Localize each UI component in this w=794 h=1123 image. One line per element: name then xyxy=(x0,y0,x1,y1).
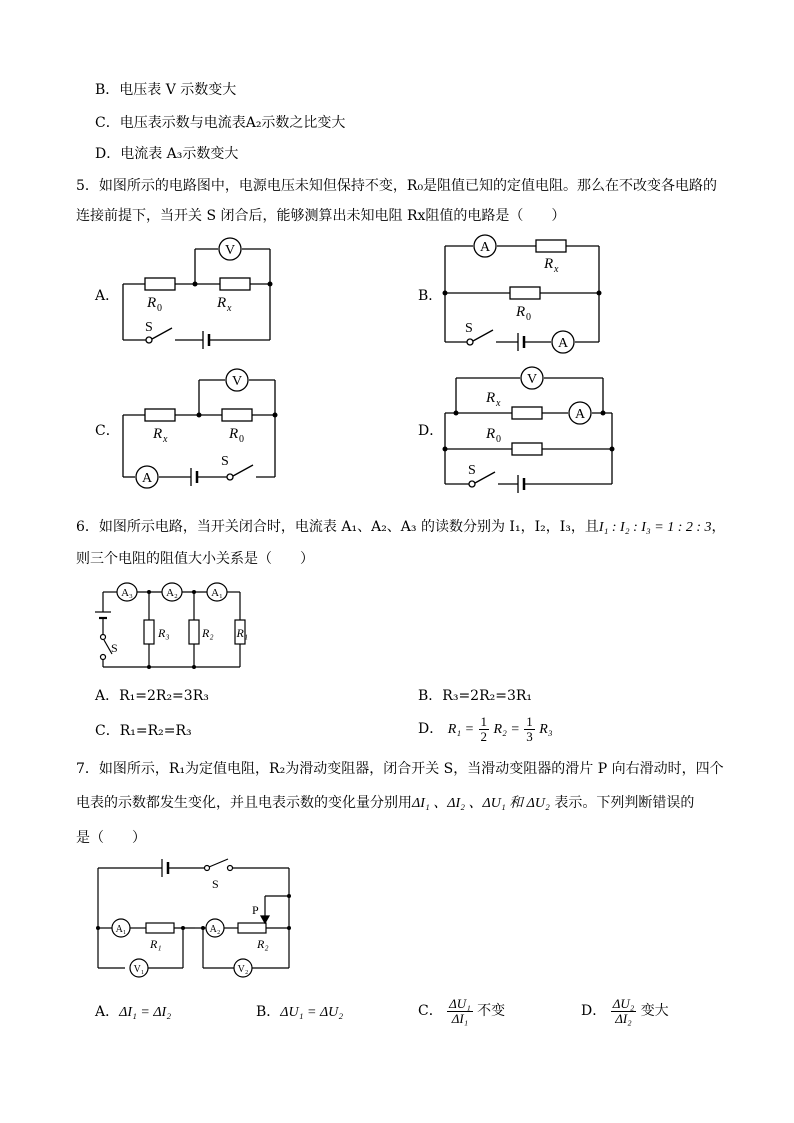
fraction: $\frac{\text{ΔU₁}}{\text{ΔI₁}}$ xyxy=(449,995,471,1026)
svg-text:0: 0 xyxy=(496,434,501,445)
q5-label-d: D． xyxy=(418,423,444,439)
q5-circuit-d xyxy=(440,362,620,497)
svg-text:0: 0 xyxy=(157,303,162,314)
q6-ratio: I₁ : I₂ : I₃ = 1 : 2 : 3 xyxy=(598,520,712,535)
svg-text:A₁: A₁ xyxy=(115,924,127,935)
svg-text:R: R xyxy=(486,390,496,406)
q5-label-c: C． xyxy=(95,423,120,439)
svg-text:0: 0 xyxy=(526,312,531,323)
svg-text:S: S xyxy=(468,463,476,478)
q6-option-a: A．R₁=2R₂=3R₃ xyxy=(95,688,209,704)
svg-text:R: R xyxy=(486,426,496,442)
svg-text:R₃: R₃ xyxy=(158,626,170,640)
q5-circuit-c xyxy=(115,365,285,495)
q5-circuit-a xyxy=(115,235,285,350)
svg-text:A: A xyxy=(479,240,491,255)
svg-text:S: S xyxy=(145,320,153,335)
svg-text:V₂: V₂ xyxy=(237,964,249,975)
q7-option-a: A．ΔI₁ = ΔI₂ xyxy=(95,1004,172,1020)
svg-text:V: V xyxy=(231,374,243,389)
svg-text:A₃: A₃ xyxy=(121,587,133,599)
q5-label-a: A． xyxy=(95,288,120,304)
svg-text:P: P xyxy=(252,903,259,917)
svg-text:R₁: R₁ xyxy=(150,937,162,951)
svg-text:A: A xyxy=(557,336,569,351)
q5-circuit-b xyxy=(440,230,610,355)
svg-text:R: R xyxy=(147,295,157,311)
svg-text:0: 0 xyxy=(239,434,244,445)
svg-text:A₂: A₂ xyxy=(166,587,178,599)
q6-stem-line1: 6．如图所示电路，当开关闭合时，电流表 A₁、A₂、A₃ 的读数分别为 I₁，I₂，I₃，且I₁ : I₂ : I₃ = 1 : 2 : 3， xyxy=(76,519,726,535)
svg-text:x: x xyxy=(227,303,232,314)
svg-text:A₂: A₂ xyxy=(209,924,221,935)
svg-text:S: S xyxy=(111,641,118,655)
q5-stem-line2: 连接前提下，当开关 S 闭合后，能够测算出未知电阻 Rx阻值的电路是（ ） xyxy=(76,208,566,224)
q6-circuit xyxy=(90,578,250,674)
prev-option-d: D．电流表 A₃示数变大 xyxy=(95,146,239,162)
q6-option-c: C．R₁=R₂=R₃ xyxy=(95,723,192,739)
q7-stem-line3: 是（ ） xyxy=(76,830,146,846)
svg-text:V: V xyxy=(526,372,538,387)
voltmeter-symbol: V xyxy=(224,243,236,258)
q7-stem-line2: 电表的示数都发生变化，并且电表示数的变化量分别用ΔI₁ 、ΔI₂ 、ΔU₁ 和 ΔU₂ 表示。下列判断错误的 xyxy=(76,795,695,811)
q7-option-b: B．ΔU₁ = ΔU₂ xyxy=(256,1004,344,1020)
prev-option-c: C．电压表示数与电流表A₂示数之比变大 xyxy=(95,115,346,131)
q7-option-d: D． $\frac{\text{ΔU₂}}{\text{ΔI₂}}$ 变大 xyxy=(581,995,669,1026)
q6-option-b: B．R₃=2R₂=3R₁ xyxy=(418,688,533,704)
svg-text:R: R xyxy=(229,426,239,442)
q6-option-d: D． R₁ = $\frac{1}{2}$ R₂ = $\frac{1}{3}$ R₃ xyxy=(418,713,553,744)
svg-text:S: S xyxy=(465,321,473,336)
q7-stem-line1: 7．如图所示，R₁为定值电阻，R₂为滑动变阻器，闭合开关 S，当滑动变阻器的滑片 P 向右滑动时，四个 xyxy=(76,761,724,777)
svg-text:R: R xyxy=(217,295,227,311)
svg-text:A₁: A₁ xyxy=(211,587,223,599)
svg-text:x: x xyxy=(496,398,501,409)
svg-text:S: S xyxy=(221,454,229,469)
svg-text:R₁: R₁ xyxy=(236,626,248,640)
q5-stem-line1: 5．如图所示的电路图中，电源电压未知但保持不变，R₀是阻值已知的定值电阻。那么在不改变各电路的 xyxy=(76,178,718,194)
q7-circuit xyxy=(90,852,300,980)
fraction: $\frac{1}{3}$ xyxy=(526,713,533,744)
svg-text:R₂: R₂ xyxy=(202,626,214,640)
svg-text:R: R xyxy=(153,426,163,442)
svg-text:R₂: R₂ xyxy=(257,937,269,951)
prev-option-b: B．电压表 V 示数变大 xyxy=(95,82,237,98)
svg-text:V₁: V₁ xyxy=(133,964,145,975)
svg-text:A: A xyxy=(574,407,586,422)
svg-text:A: A xyxy=(141,471,153,486)
svg-text:x: x xyxy=(163,434,168,445)
fraction: $\frac{1}{2}$ xyxy=(480,713,488,744)
fraction: $\frac{\text{ΔU₂}}{\text{ΔI₂}}$ xyxy=(612,995,635,1026)
q5-label-b: B． xyxy=(418,288,443,304)
q6-stem-line2: 则三个电阻的阻值大小关系是（ ） xyxy=(76,551,314,567)
svg-text:S: S xyxy=(212,877,219,891)
svg-text:x: x xyxy=(554,264,559,275)
svg-text:R: R xyxy=(516,304,526,320)
svg-text:R: R xyxy=(544,256,554,272)
q7-option-c: C． $\frac{\text{ΔU₁}}{\text{ΔI₁}}$ 不变 xyxy=(418,995,506,1026)
